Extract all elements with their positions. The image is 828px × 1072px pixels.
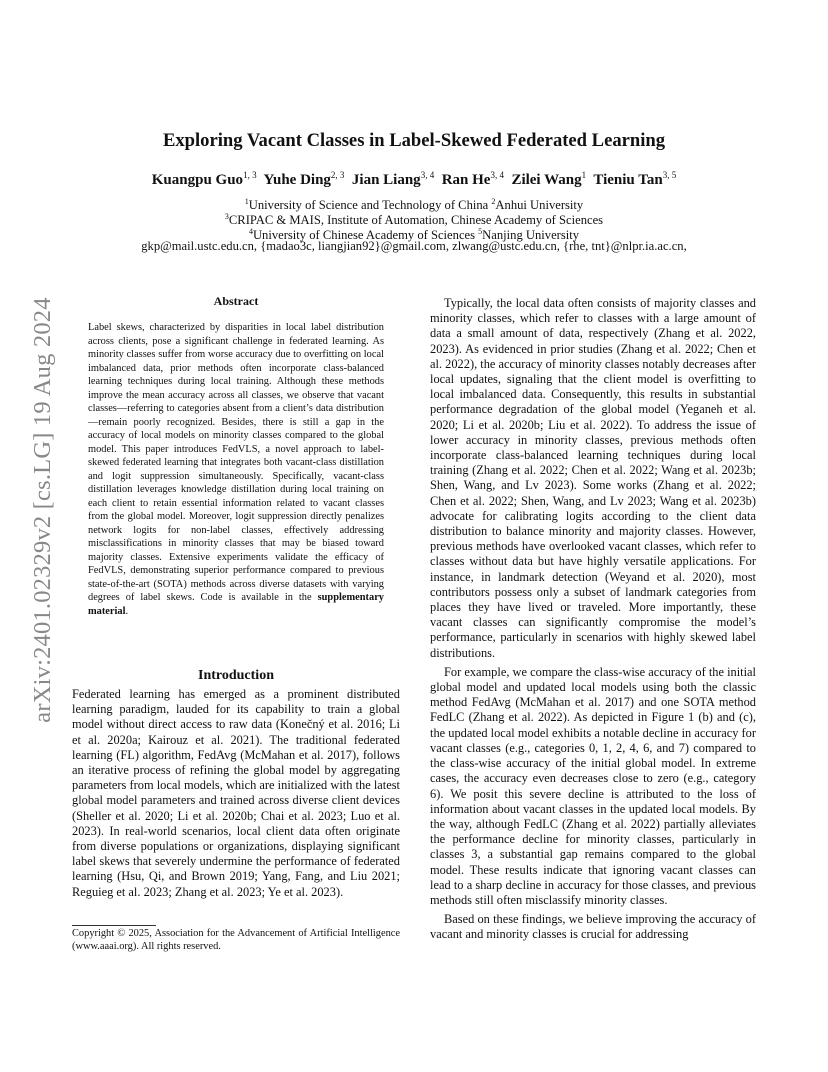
paragraph: For example, we compare the class-wise accuracy of the initial global model and updated local models using both the classic method FedAvg (McMahan et al. 2017) and one SOTA method FedLC (Zhang et al. 2022). As depicted in Figure 1 (b) and (c), the updated local model exhibits a notable decline in accuracy for vacant classes (e.g., categories 0, 1, 2, 4, 6, and 7) compared to the class-wise accuracy of the initial global model. In extreme cases, the accuracy even decreases close to zero (e.g., category 6). We posit this severe decline is attributed to the loss of information about vacant classes in the updated local models. By the way, although FedLC (Zhang et al. 2022) partially alleviates the performance decline for minority classes, particularly in classes 3, a substantial gap remains compared to the global model. These results indicate that ignoring vacant classes can lead to a sharp decline in accuracy for those classes, and previous methods still often misclassify minority classes. bbox=[430, 664, 756, 907]
author-emails: gkp@mail.ustc.edu.cn, {madao3c, liangjian92}@gmail.com, zlwang@ustc.edu.cn, {rhe, tnt}@nlpr.ia.ac.cn, bbox=[141, 239, 687, 253]
affiliation-line-3: $^4$University of Chinese Academy of Sciences $^5$Nanjing University bbox=[248, 227, 580, 243]
footnote-rule bbox=[72, 925, 156, 926]
paragraph: Typically, the local data often consists of majority classes and minority classes, which refer to classes with a large amount of data a small amount of data, respectively (Zhang et al. 2022, 2023). As evidenced in prior studies (Zhang et al. 2022; Chen et al. 2022), the accuracy of minority classes notably decreases after local updates, signaling that the client model is overfitting to local imbalanced data. Consequently, this results in substantial performance degradation of the global model (Yeganeh et al. 2020; Li et al. 2020b; Liu et al. 2022). To address the issue of lower accuracy in minority classes, previous methods often incorporate class-balanced learning techniques during local training (Zhang et al. 2022; Chen et al. 2022; Wang et al. 2023b; Shen, Wang, and Lv 2023). Some works (Zhang et al. 2022; Chen et al. 2022; Shen, Wang, and Lv 2023; Wang et al. 2023b) advocate for calibrating logits according to the client data distribution to balance minority and majority classes. However, previous methods have overlooked vacant classes, which refer to classes without data but have highly versatile applications. For instance, in landmark detection (Weyand et al. 2020), most contributors possess only a subset of landmark categories from places they have lived or traveled. More importantly, these vacant classes can significantly compromise the model’s performance, particularly in scenarios with highly skewed label distributions. bbox=[430, 296, 756, 660]
affiliation-line-1: $^1$University of Science and Technology of China $^2$Anhui University bbox=[244, 197, 584, 213]
arxiv-stamp-text: arXiv:2401.02329v2 [cs.LG] 19 Aug 2024 bbox=[29, 297, 56, 723]
introduction-paragraph: Federated learning has emerged as a prominent distributed learning paradigm, lauded for its capability to train a global model without direct access to raw data (Konečný et al. 2016; Li et al. 2020a; Kairouz et al. 2021). The traditional federated learning (FL) algorithm, FedAvg (McMahan et al. 2017), follows an iterative process of refining the global model by aggregating parameters from local models, which are initialized with the latest global model parameters and trained across diverse client devices (Sheller et al. 2020; Li et al. 2020b; Chai et al. 2023; Luo et al. 2023). In real-world scenarios, local client data often originate from diverse populations or organizations, displaying significant label skews that severely undermine the performance of federated learning (Hsu, Qi, and Brown 2019; Yang, Fang, and Liu 2021; Reguieg et al. 2023; Zhang et al. 2023; Ye et al. 2023). bbox=[72, 687, 400, 899]
paragraph: Based on these findings, we believe improving the accuracy of vacant and minority classes is crucial for addressing bbox=[430, 912, 756, 942]
affiliation-line-2: $^3$CRIPAC & MAIS, Institute of Automation, Chinese Academy of Sciences bbox=[224, 212, 604, 228]
introduction-heading: Introduction bbox=[198, 668, 274, 683]
abstract-heading: Abstract bbox=[213, 294, 259, 308]
right-column bbox=[430, 296, 756, 943]
abstract-body: Label skews, characterized by disparities in local label distribution across clients, pose a significant challenge in federated learning. As minority classes suffer from worse accuracy due to overfitting on local imbalanced data, prior methods often incorporate class-balanced learning techniques during local training. Although these methods improve the mean accuracy across all classes, we observe that vacant classes—referring to categories absent from a client’s data distribution—remain poorly recognized. Besides, there is still a gap in the accuracy of local models on minority classes compared to the global model. This paper introduces FedVLS, a novel approach to label-skewed federated learning that integrates both vacant-class distillation and logit suppression simultaneously. Specifically, vacant-class distillation leverages knowledge distillation during local training on each client to retain essential information related to vacant classes from the global model. Moreover, logit suppression directly penalizes network logits for non-label classes, effectively addressing misclassifications in minority classes that may be biased toward majority classes. Extensive experiments validate the efficacy of FedVLS, demonstrating superior performance compared to previous state-of-the-art (SOTA) methods across diverse datasets with varying degrees of label skews. Code is available in the supplementary material. bbox=[88, 322, 384, 617]
author: Zilei Wang$^1$ bbox=[511, 170, 587, 188]
author: Tieniu Tan$^{3, 5}$ bbox=[593, 170, 677, 188]
author: Kuangpu Guo$^{1, 3}$ bbox=[151, 170, 257, 188]
arxiv-stamp bbox=[28, 280, 58, 740]
copyright-notice: Copyright © 2025, Association for the Advancement of Artificial Intelligence (www.aaai.org). All rights reserved. bbox=[72, 928, 400, 953]
author: Yuhe Ding$^{2, 3}$ bbox=[263, 170, 345, 188]
author: Jian Liang$^{3, 4}$ bbox=[351, 170, 435, 188]
paper-title: Exploring Vacant Classes in Label-Skewed Federated Learning bbox=[162, 130, 666, 151]
author-list bbox=[70, 170, 758, 189]
author: Ran He$^{3, 4}$ bbox=[441, 170, 504, 188]
